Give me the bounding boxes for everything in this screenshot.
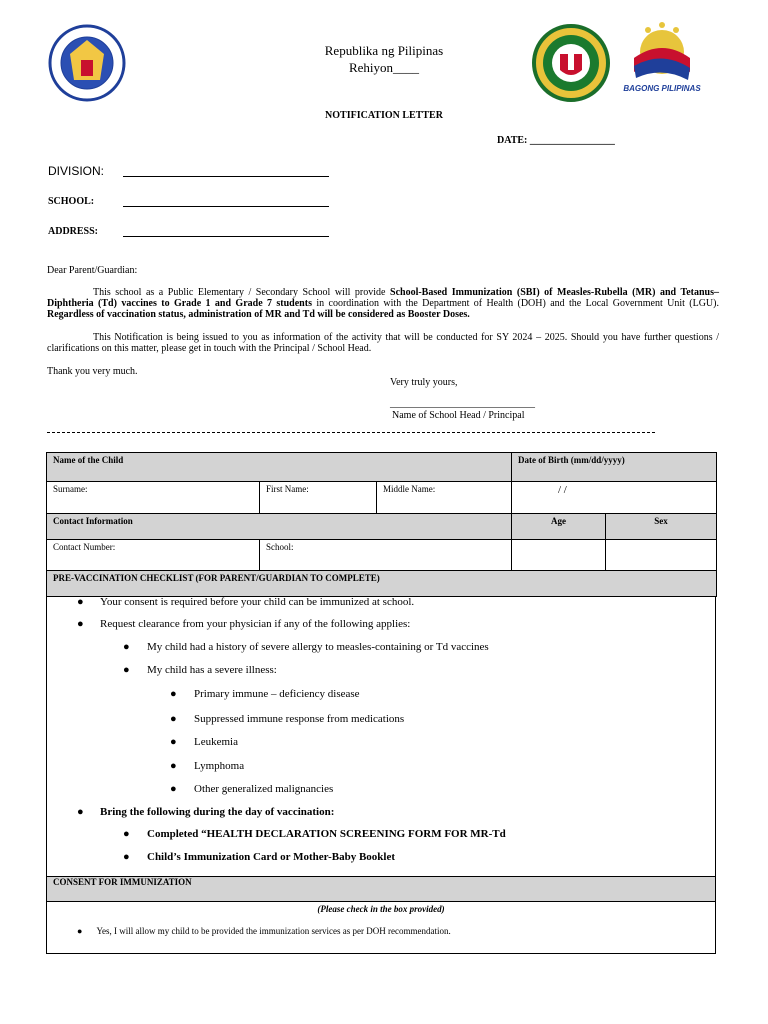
address-line (123, 236, 329, 237)
paragraph-1: This school as a Public Elementary / Secondary School will provide School-Based Immunization (SBI) of Measles-Rubella (MR) and Tetanus–Diphtheria (Td) vaccines to Grade 1 and Grade 7 students in coordination with the Department of Health (DOH) and the Local Government Unit (LGU). Regardless of vaccination status, administration of MR and Td will be considered as Booster Doses. (47, 287, 719, 320)
region-heading: Rehiyon____ (348, 60, 420, 75)
salutation: Dear Parent/Guardian: (47, 265, 138, 276)
middle-name-field[interactable]: Middle Name: (377, 482, 512, 514)
bagong-pilipinas-label: BAGONG PILIPINAS (623, 84, 701, 93)
age-field[interactable] (512, 540, 606, 571)
deped-seal-logo (48, 24, 126, 102)
name-of-child-header: Name of the Child (47, 453, 512, 482)
checklist-body: ● Your consent is required before your child can be immunized at school. ● Request clearance from your physician if any of the following applies: ● My child had a history of severe allergy to measles-containing or Td vaccines ● My child has a severe illness: ● Primary immune – deficiency disease ● Suppressed immune response from medications ● Leukemia ● Lymphoma ● Other generalized malignancies ● Bring the following during the day of vaccination: ● Completed “HEALTH DECLARATION SCREENING FORM FOR MR-Td ● Child’s Immunization Card or Mother-Baby Booklet (46, 596, 716, 876)
closing-line: Very truly yours, (390, 377, 458, 388)
division-label: DIVISION: (48, 164, 105, 178)
age-header: Age (512, 514, 606, 540)
signature-line: _____________________________ (390, 398, 535, 409)
contact-number-field[interactable]: Contact Number: (47, 540, 260, 571)
sex-field[interactable] (606, 540, 717, 571)
consent-header: CONSENT FOR IMMUNIZATION (46, 876, 716, 902)
thanks-line: Thank you very much. (47, 366, 138, 377)
consent-note: (Please check in the box provided) (317, 904, 445, 914)
doh-seal-logo (532, 24, 610, 102)
checklist-header: PRE-VACCINATION CHECKLIST (FOR PARENT/GUARDIAN TO COMPLETE) (47, 571, 717, 597)
country-heading: Republika ng Pilipinas (324, 43, 444, 58)
dob-header: Date of Birth (mm/dd/yyyy) (512, 453, 717, 482)
letter-title: NOTIFICATION LETTER (325, 110, 443, 121)
consent-body (46, 902, 716, 954)
bullet-icon: ● (77, 926, 83, 936)
contact-info-header: Contact Information (47, 514, 512, 540)
paragraph-2: This Notification is being issued to you as information of the activity that will be conducted for SY 2024 – 2025. Should you have further questions / clarifications on this matter, please get in touch with the Principal / School Head. (47, 332, 719, 354)
dob-field[interactable]: / / (512, 482, 717, 514)
first-name-field[interactable]: First Name: (260, 482, 377, 514)
signatory-label: Name of School Head / Principal (392, 410, 525, 421)
school-label: SCHOOL: (48, 196, 95, 207)
surname-field[interactable]: Surname: (47, 482, 260, 514)
sex-header: Sex (606, 514, 717, 540)
school-line (123, 206, 329, 207)
consent-option[interactable]: ● Yes, I will allow my child to be provided the immunization services as per DOH recommendation. (77, 926, 451, 936)
date-field: DATE: _________________ (497, 135, 615, 146)
child-info-table (46, 452, 717, 597)
address-label: ADDRESS: (48, 226, 99, 237)
school-field[interactable]: School: (260, 540, 512, 571)
bagong-pilipinas-logo (620, 22, 704, 96)
cut-line (47, 432, 655, 433)
division-line (123, 176, 329, 177)
